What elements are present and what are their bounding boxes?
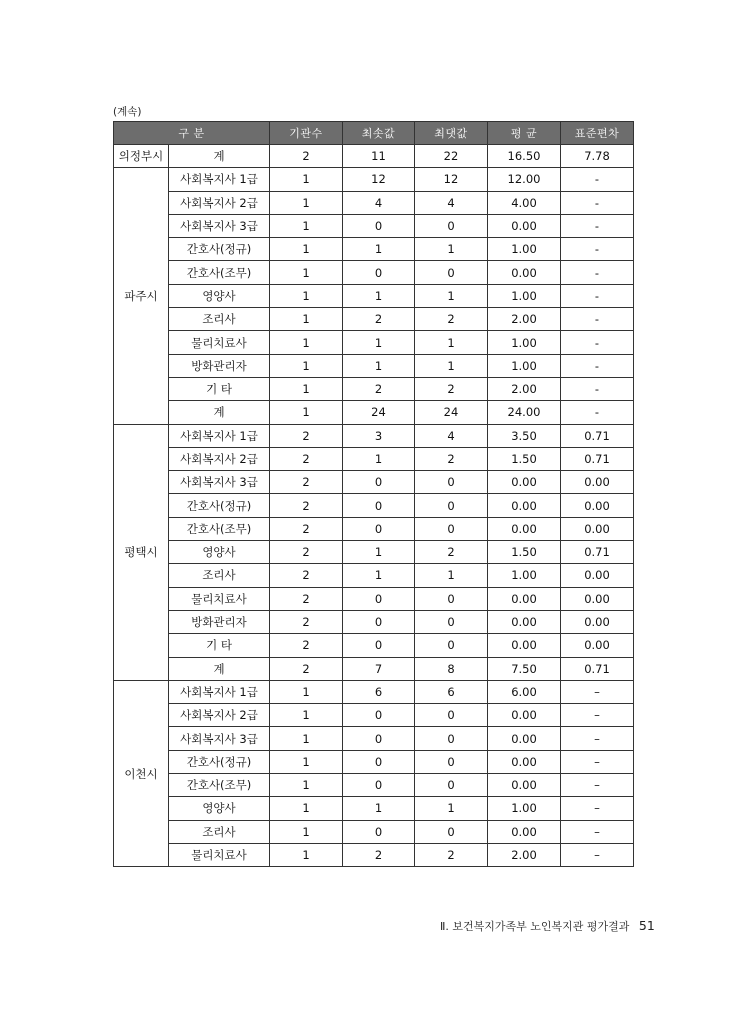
mean-cell: 2.00 [488,843,561,866]
header-maximum: 최댓값 [415,122,488,145]
count-cell: 2 [270,447,343,470]
item-cell: 간호사(정규) [169,750,270,773]
mean-cell: 0.00 [488,634,561,657]
mean-cell: 1.00 [488,284,561,307]
max-cell: 1 [415,331,488,354]
max-cell: 2 [415,843,488,866]
std-cell: - [561,191,634,214]
min-cell: 11 [343,145,415,168]
mean-cell: 0.00 [488,750,561,773]
table-row [114,238,634,261]
table-row [114,587,634,610]
std-cell: 0.00 [561,564,634,587]
item-cell: 사회복지사 1급 [169,680,270,703]
max-cell: 0 [415,471,488,494]
table-row [114,308,634,331]
item-cell: 사회복지사 3급 [169,471,270,494]
count-cell: 2 [270,657,343,680]
table-row [114,284,634,307]
min-cell: 0 [343,517,415,540]
table-row [114,447,634,470]
min-cell: 0 [343,750,415,773]
max-cell: 0 [415,634,488,657]
mean-cell: 1.00 [488,354,561,377]
mean-cell: 0.00 [488,774,561,797]
std-cell: 0.00 [561,471,634,494]
mean-cell: 7.50 [488,657,561,680]
count-cell: 1 [270,704,343,727]
table-caption: (계속) [113,106,142,118]
item-cell: 사회복지사 3급 [169,214,270,237]
count-cell: 2 [270,541,343,564]
std-cell: 7.78 [561,145,634,168]
min-cell: 24 [343,401,415,424]
mean-cell: 0.00 [488,820,561,843]
max-cell: 1 [415,238,488,261]
std-cell: 0.00 [561,587,634,610]
mean-cell: 1.50 [488,447,561,470]
min-cell: 3 [343,424,415,447]
mean-cell: 2.00 [488,308,561,331]
table-row [114,517,634,540]
item-cell: 간호사(정규) [169,238,270,261]
max-cell: 0 [415,610,488,633]
footer-section-title: Ⅱ. 보건복지가족부 노인복지관 평가결과 [440,920,630,933]
max-cell: 0 [415,820,488,843]
count-cell: 2 [270,610,343,633]
max-cell: 24 [415,401,488,424]
item-cell: 물리치료사 [169,331,270,354]
min-cell: 0 [343,704,415,727]
mean-cell: 1.00 [488,797,561,820]
header-mean: 평 균 [488,122,561,145]
item-cell: 간호사(조무) [169,774,270,797]
std-cell: - [561,401,634,424]
count-cell: 1 [270,284,343,307]
mean-cell: 0.00 [488,727,561,750]
std-cell: - [561,284,634,307]
table-row [114,657,634,680]
min-cell: 1 [343,541,415,564]
item-cell: 방화관리자 [169,610,270,633]
min-cell: 2 [343,308,415,331]
count-cell: 1 [270,377,343,400]
max-cell: 8 [415,657,488,680]
item-cell: 사회복지사 2급 [169,704,270,727]
region-cell: 평택시 [114,424,169,680]
count-cell: 1 [270,843,343,866]
max-cell: 0 [415,494,488,517]
region-cell: 의정부시 [114,145,169,168]
item-cell: 영양사 [169,284,270,307]
item-cell: 기 타 [169,634,270,657]
max-cell: 0 [415,704,488,727]
mean-cell: 0.00 [488,471,561,494]
min-cell: 7 [343,657,415,680]
max-cell: 0 [415,587,488,610]
max-cell: 1 [415,564,488,587]
std-cell: 0.71 [561,424,634,447]
table-row [114,704,634,727]
count-cell: 2 [270,494,343,517]
count-cell: 1 [270,331,343,354]
min-cell: 0 [343,261,415,284]
table-row [114,377,634,400]
table-row [114,750,634,773]
mean-cell: 0.00 [488,494,561,517]
max-cell: 4 [415,191,488,214]
max-cell: 4 [415,424,488,447]
min-cell: 1 [343,797,415,820]
table-row [114,610,634,633]
table-row [114,564,634,587]
min-cell: 12 [343,168,415,191]
item-cell: 영양사 [169,541,270,564]
item-cell: 계 [169,145,270,168]
min-cell: 0 [343,610,415,633]
min-cell: 0 [343,820,415,843]
min-cell: 0 [343,471,415,494]
max-cell: 22 [415,145,488,168]
min-cell: 4 [343,191,415,214]
max-cell: 0 [415,517,488,540]
mean-cell: 1.50 [488,541,561,564]
max-cell: 1 [415,354,488,377]
count-cell: 2 [270,517,343,540]
min-cell: 2 [343,843,415,866]
std-cell: - [561,331,634,354]
item-cell: 사회복지사 3급 [169,727,270,750]
max-cell: 12 [415,168,488,191]
header-category: 구 분 [114,122,270,145]
count-cell: 1 [270,168,343,191]
std-cell: 0.71 [561,541,634,564]
item-cell: 물리치료사 [169,843,270,866]
table-row [114,331,634,354]
min-cell: 1 [343,238,415,261]
item-cell: 사회복지사 2급 [169,191,270,214]
mean-cell: 1.00 [488,564,561,587]
mean-cell: 0.00 [488,587,561,610]
item-cell: 간호사(조무) [169,517,270,540]
item-cell: 사회복지사 2급 [169,447,270,470]
count-cell: 2 [270,587,343,610]
mean-cell: 4.00 [488,191,561,214]
count-cell: 1 [270,820,343,843]
table-row [114,494,634,517]
count-cell: 1 [270,308,343,331]
max-cell: 1 [415,284,488,307]
item-cell: 간호사(정규) [169,494,270,517]
table-row [114,727,634,750]
count-cell: 1 [270,354,343,377]
table-header [114,122,634,145]
table-row [114,168,634,191]
max-cell: 0 [415,774,488,797]
min-cell: 1 [343,354,415,377]
statistics-table [113,121,634,867]
table-row [114,797,634,820]
table-row [114,680,634,703]
count-cell: 2 [270,424,343,447]
std-cell: – [561,704,634,727]
min-cell: 0 [343,634,415,657]
count-cell: 2 [270,145,343,168]
min-cell: 0 [343,774,415,797]
count-cell: 2 [270,564,343,587]
table-row [114,843,634,866]
item-cell: 조리사 [169,564,270,587]
region-cell: 이천시 [114,680,169,866]
table-row [114,261,634,284]
item-cell: 계 [169,657,270,680]
item-cell: 계 [169,401,270,424]
mean-cell: 1.00 [488,238,561,261]
min-cell: 1 [343,331,415,354]
table-body [114,145,634,867]
item-cell: 물리치료사 [169,587,270,610]
mean-cell: 24.00 [488,401,561,424]
max-cell: 0 [415,214,488,237]
std-cell: – [561,750,634,773]
table-row [114,214,634,237]
min-cell: 1 [343,447,415,470]
item-cell: 영양사 [169,797,270,820]
table-row [114,634,634,657]
min-cell: 0 [343,587,415,610]
std-cell: - [561,168,634,191]
count-cell: 1 [270,680,343,703]
mean-cell: 0.00 [488,704,561,727]
header-institution-count: 기관수 [270,122,343,145]
count-cell: 2 [270,471,343,494]
region-cell: 파주시 [114,168,169,424]
count-cell: 1 [270,401,343,424]
mean-cell: 1.00 [488,331,561,354]
page-footer [440,918,655,934]
std-cell: - [561,354,634,377]
std-cell: - [561,308,634,331]
header-minimum: 최솟값 [343,122,415,145]
max-cell: 2 [415,377,488,400]
std-cell: 0.00 [561,634,634,657]
table-row [114,354,634,377]
item-cell: 방화관리자 [169,354,270,377]
count-cell: 1 [270,261,343,284]
item-cell: 사회복지사 1급 [169,424,270,447]
table-row [114,424,634,447]
max-cell: 1 [415,797,488,820]
count-cell: 1 [270,750,343,773]
count-cell: 1 [270,191,343,214]
mean-cell: 6.00 [488,680,561,703]
item-cell: 조리사 [169,820,270,843]
table-row [114,145,634,168]
count-cell: 1 [270,727,343,750]
max-cell: 2 [415,447,488,470]
item-cell: 사회복지사 1급 [169,168,270,191]
std-cell: – [561,774,634,797]
mean-cell: 2.00 [488,377,561,400]
header-std-dev: 표준편차 [561,122,634,145]
std-cell: - [561,214,634,237]
min-cell: 0 [343,727,415,750]
std-cell: - [561,238,634,261]
table-row [114,401,634,424]
item-cell: 조리사 [169,308,270,331]
std-cell: 0.00 [561,610,634,633]
mean-cell: 16.50 [488,145,561,168]
table-row [114,820,634,843]
table-row [114,471,634,494]
mean-cell: 12.00 [488,168,561,191]
count-cell: 2 [270,634,343,657]
mean-cell: 0.00 [488,610,561,633]
min-cell: 0 [343,214,415,237]
max-cell: 2 [415,308,488,331]
std-cell: - [561,377,634,400]
count-cell: 1 [270,238,343,261]
min-cell: 0 [343,494,415,517]
item-cell: 간호사(조무) [169,261,270,284]
std-cell: – [561,797,634,820]
max-cell: 0 [415,727,488,750]
std-cell: 0.71 [561,447,634,470]
table-row [114,191,634,214]
page-number: 51 [638,918,655,933]
mean-cell: 0.00 [488,517,561,540]
min-cell: 1 [343,564,415,587]
std-cell: 0.00 [561,517,634,540]
mean-cell: 0.00 [488,214,561,237]
max-cell: 6 [415,680,488,703]
std-cell: 0.00 [561,494,634,517]
max-cell: 0 [415,261,488,284]
table-row [114,541,634,564]
std-cell: – [561,843,634,866]
count-cell: 1 [270,214,343,237]
std-cell: - [561,261,634,284]
min-cell: 1 [343,284,415,307]
max-cell: 0 [415,750,488,773]
mean-cell: 0.00 [488,261,561,284]
max-cell: 2 [415,541,488,564]
table-row [114,774,634,797]
min-cell: 2 [343,377,415,400]
min-cell: 6 [343,680,415,703]
std-cell: – [561,727,634,750]
mean-cell: 3.50 [488,424,561,447]
count-cell: 1 [270,774,343,797]
std-cell: – [561,820,634,843]
item-cell: 기 타 [169,377,270,400]
std-cell: – [561,680,634,703]
count-cell: 1 [270,797,343,820]
std-cell: 0.71 [561,657,634,680]
